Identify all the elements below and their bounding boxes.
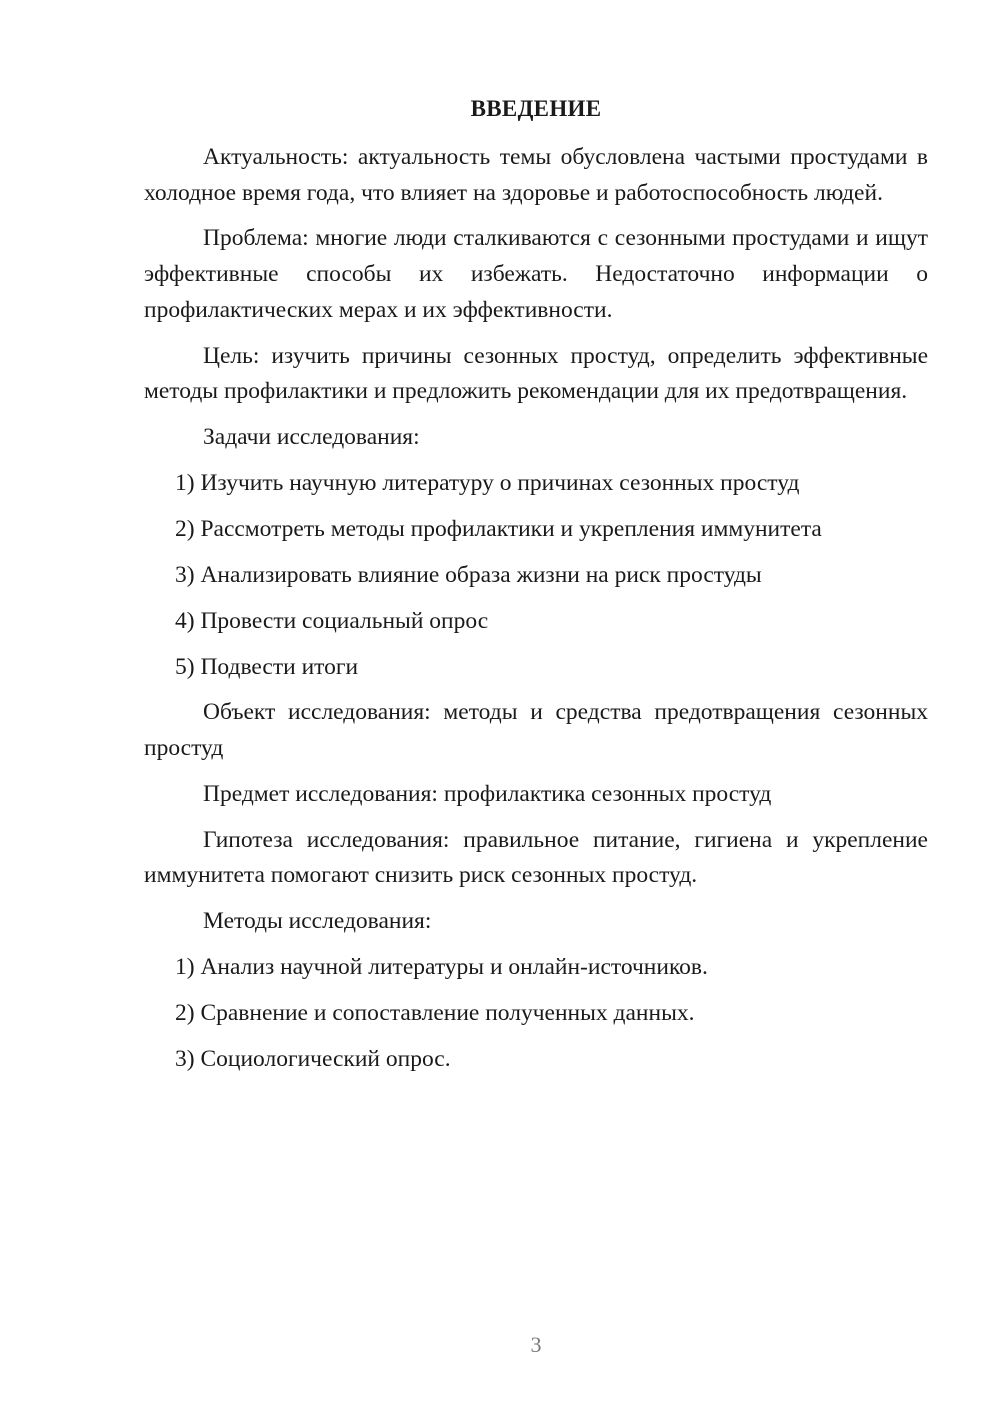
- task-item-4: 4) Провести социальный опрос: [175, 607, 489, 634]
- goal-paragraph: Цель: изучить причины сезонных простуд, определить эффективные методы профилактики и предложить рекомендации для их предотвращения.: [144, 342, 928, 405]
- page-title: ВВЕДЕНИЕ: [470, 96, 602, 121]
- task-item-1: 1) Изучить научную литературу о причинах сезонных простуд: [175, 469, 800, 496]
- methods-title: Методы исследования:: [203, 908, 432, 935]
- problem-paragraph: Проблема: многие люди сталкиваются с сезонными простудами и ищут эффективные способы их избежать. Недостаточно информации о профилактических мерах и их эффективности.: [144, 225, 928, 323]
- relevance-paragraph: Актуальность: актуальность темы обусловлена частыми простудами в холодное время года, что влияет на здоровье и работоспособность людей.: [144, 144, 928, 206]
- task-item-3: 3) Анализировать влияние образа жизни на риск простуды: [175, 561, 762, 588]
- method-item-3: 3) Социологический опрос.: [175, 1045, 451, 1072]
- method-item-1: 1) Анализ научной литературы и онлайн-источников.: [175, 954, 708, 981]
- document-body: [144, 140, 928, 1088]
- hypothesis-paragraph: Гипотеза исследования: правильное питание, гигиена и укрепление иммунитета помогают снизить риск сезонных простуд.: [144, 826, 928, 889]
- task-item-2: 2) Рассмотреть методы профилактики и укрепления иммунитета: [175, 515, 822, 542]
- tasks-title: Задачи исследования:: [203, 424, 420, 451]
- subject-paragraph: Предмет исследования: профилактика сезонных простуд: [203, 780, 772, 807]
- method-item-2: 2) Сравнение и сопоставление полученных данных.: [175, 1000, 695, 1027]
- page-number: 3: [530, 1332, 542, 1357]
- task-item-5: 5) Подвести итоги: [175, 653, 359, 680]
- methods-list: [144, 950, 928, 1077]
- object-paragraph: Объект исследования: методы и средства предотвращения сезонных простуд: [144, 699, 928, 761]
- tasks-list: [144, 466, 928, 685]
